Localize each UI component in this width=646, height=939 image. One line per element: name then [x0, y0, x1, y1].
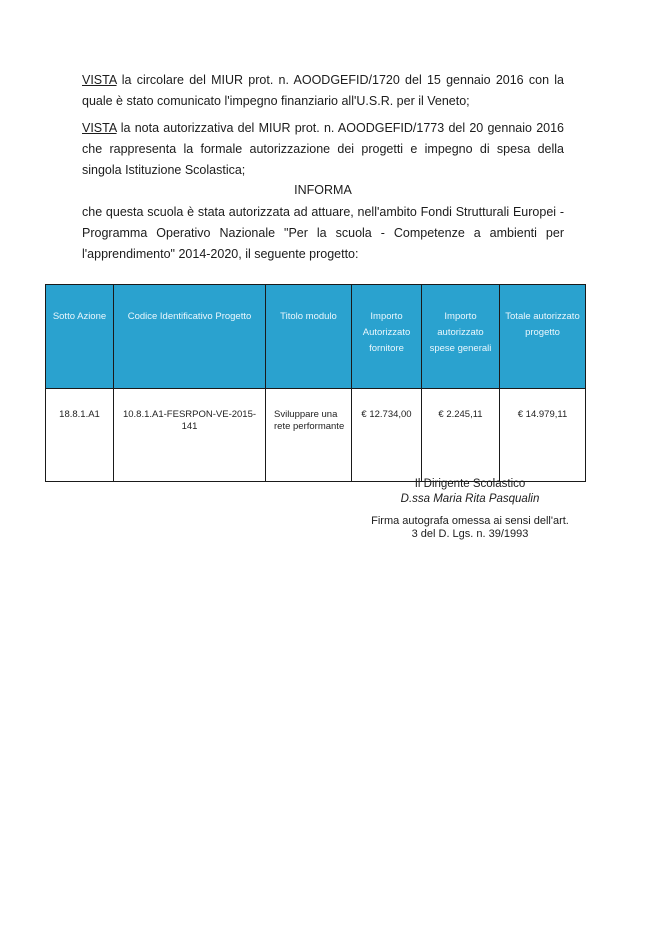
signature-name: D.ssa Maria Rita Pasqualin: [400, 493, 540, 505]
header-codice-progetto: Codice Identificativo Progetto: [114, 285, 266, 389]
cell-codice-progetto: 10.8.1.A1-FESRPON-VE-2015-141: [114, 389, 266, 482]
cell-totale-progetto: € 14.979,11: [500, 389, 586, 482]
header-importo-spese-generali: Importo autorizzato spese generali: [422, 285, 500, 389]
header-titolo-modulo: Titolo modulo: [266, 285, 352, 389]
header-sotto-azione: Sotto Azione: [46, 285, 114, 389]
table-row: [46, 389, 586, 482]
paragraph-vista-circolare: [82, 70, 564, 112]
cell-importo-fornitore: € 12.734,00: [352, 389, 422, 482]
paragraph-vista-nota: [82, 118, 564, 181]
vista-keyword: VISTA: [82, 121, 117, 135]
cell-sotto-azione: 18.8.1.A1: [46, 389, 114, 482]
vista-keyword: VISTA: [82, 73, 117, 87]
paragraph-text: la nota autorizzativa del MIUR prot. n. AOODGEFID/1773 del 20 gennaio 2016 che rappresenta la formale autorizzazione dei progetti e impegno di spesa della singola Istituzione Scolastica;: [82, 121, 564, 177]
signature-note: Firma autografa omessa ai sensi dell'art. 3 del D. Lgs. n. 39/1993: [371, 515, 569, 540]
cell-importo-spese-generali: € 2.245,11: [422, 389, 500, 482]
table-header-row: [46, 285, 586, 389]
paragraph-text: la circolare del MIUR prot. n. AOODGEFID/1720 del 15 gennaio 2016 con la quale è stato comunicato l'impegno finanziario all'U.S.R. per il Veneto;: [82, 73, 564, 108]
header-totale-progetto: Totale autorizzato progetto: [500, 285, 586, 389]
informa-heading: INFORMA: [294, 183, 352, 197]
project-table: [45, 284, 586, 482]
header-importo-fornitore: Importo Autorizzato fornitore: [352, 285, 422, 389]
signature-role: Il Dirigente Scolastico: [414, 478, 526, 490]
paragraph-informa-body: che questa scuola è stata autorizzata ad attuare, nell'ambito Fondi Strutturali Europei - Programma Operativo Nazionale "Per la scuola - Competenze a ambienti per l'apprendimento" 2014-2020, il seguente progetto:: [82, 205, 564, 261]
cell-titolo-modulo: Sviluppare una rete performante: [266, 389, 352, 482]
